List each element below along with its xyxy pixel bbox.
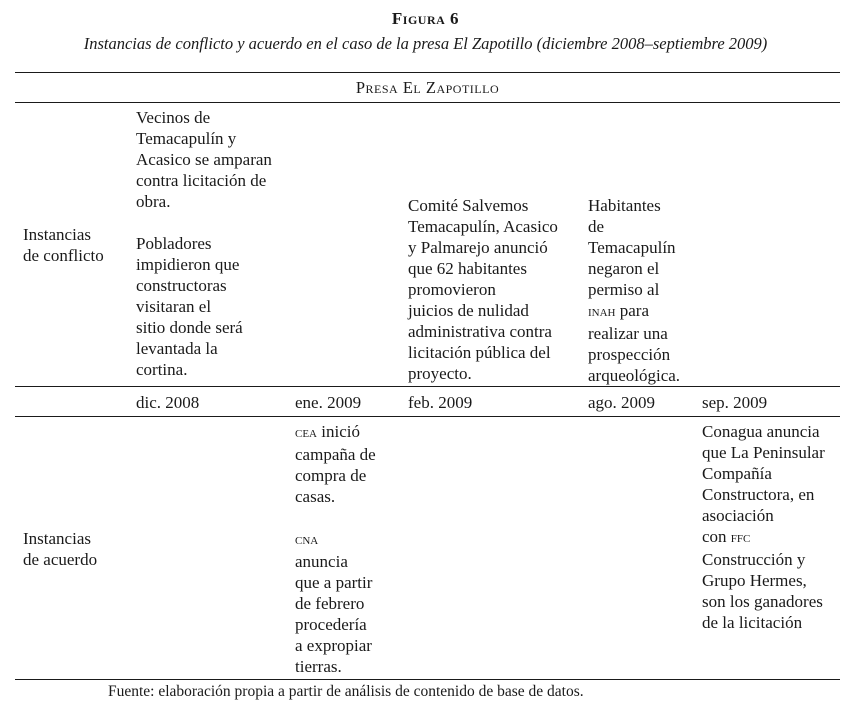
figure-label: Figura 6 [391, 9, 460, 28]
figure-caption: Instancias de conflicto y acuerdo en el caso de la presa El Zapotillo (diciembre 2008–septiembre 2009) [83, 34, 768, 53]
agreement-entry-cea: cea inició campaña de compra de casas. [295, 422, 376, 506]
date-dic-2008: dic. 2008 [136, 393, 200, 412]
cell-conflict-dic-2008 [136, 107, 286, 380]
table-title: Presa El Zapotillo [355, 78, 500, 97]
dates-row-rule [15, 416, 840, 417]
date-ene-2009: ene. 2009 [295, 393, 362, 412]
cell-agreement-sep-2009: Conagua anuncia que La Peninsular Compañía Constructora, en asociación con ffc Construcción y Grupo Hermes, son los ganadores de la licitación [702, 422, 825, 632]
cell-conflict-feb-2009: Comité Salvemos Temacapulín, Acasico y Palmarejo anunció que 62 habitantes promovieron juicios de nulidad administrativa contra licitación pública del proyecto. [408, 196, 558, 383]
date-feb-2009: feb. 2009 [408, 393, 473, 412]
table-bottom-rule [15, 679, 840, 680]
date-ago-2009: ago. 2009 [588, 393, 656, 412]
conflict-entry-amparo: Vecinos de Temacapulín y Acasico se amparan contra licitación de obra. [136, 108, 272, 211]
title-rule [15, 102, 840, 103]
row-label-agreement: Instancias de acuerdo [23, 529, 98, 569]
cell-conflict-ago-2009: Habitantes de Temacapulín negaron el permiso al inah para realizar una prospección arqueológica. [588, 196, 681, 385]
conflict-entry-pobladores: Pobladores impidieron que constructoras visitaran el sitio donde será levantada la cortina. [136, 234, 243, 379]
date-sep-2009: sep. 2009 [702, 393, 768, 412]
row-label-conflict: Instancias de conflicto [23, 225, 104, 265]
table-top-rule [15, 72, 840, 73]
agreement-entry-cna: cna anuncia que a partir de febrero procedería a expropiar tierras. [295, 532, 373, 676]
source-note: Fuente: elaboración propia a partir de análisis de contenido de base de datos. [108, 683, 584, 700]
conflict-row-rule [15, 386, 840, 387]
cell-agreement-ene-2009 [295, 421, 400, 677]
